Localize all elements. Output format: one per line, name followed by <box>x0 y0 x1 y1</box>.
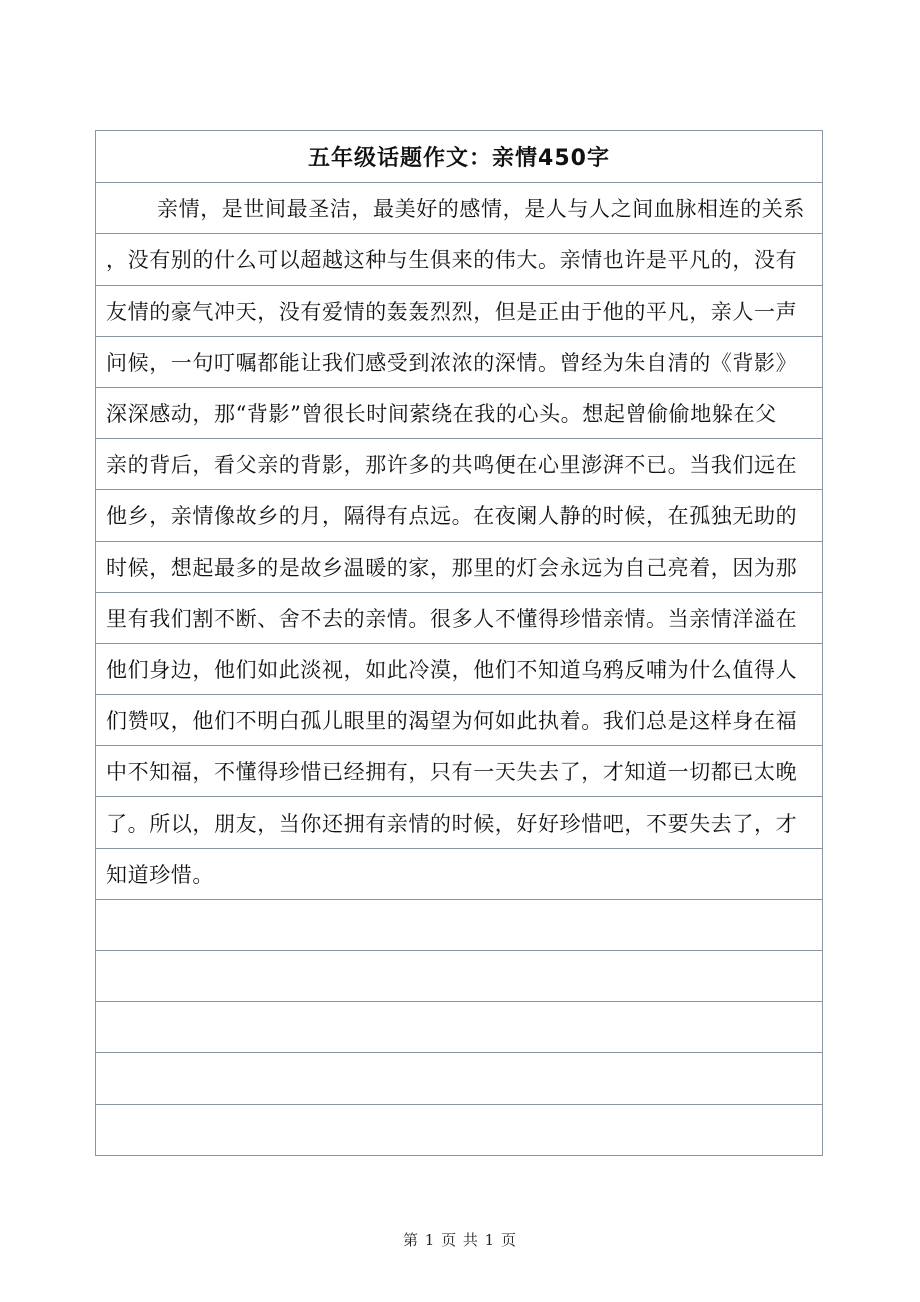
essay-title: 五年级话题作文：亲情450字 <box>308 146 610 172</box>
empty-line <box>96 899 822 950</box>
essay-line: 里有我们割不断、舍不去的亲情。很多人不懂得珍惜亲情。当亲情洋溢在 <box>96 592 822 643</box>
composition-grid <box>95 130 823 1156</box>
empty-line <box>96 1001 822 1052</box>
essay-line: 时候，想起最多的是故乡温暖的家，那里的灯会永远为自己亮着，因为那 <box>96 541 822 592</box>
essay-line: 他乡，亲情像故乡的月，隔得有点远。在夜阑人静的时候，在孤独无助的 <box>96 489 822 540</box>
essay-line: 深深感动，那“背影”曾很长时间萦绕在我的心头。想起曾偷偷地躲在父 <box>96 387 822 438</box>
essay-line: 知道珍惜。 <box>96 848 822 899</box>
essay-line: 亲情，是世间最圣洁，最美好的感情，是人与人之间血脉相连的关系 <box>96 182 822 233</box>
empty-line <box>96 1104 822 1155</box>
essay-line: 了。所以，朋友，当你还拥有亲情的时候，好好珍惜吧，不要失去了，才 <box>96 796 822 847</box>
essay-line: 友情的豪气冲天，没有爱情的轰轰烈烈，但是正由于他的平凡，亲人一声 <box>96 285 822 336</box>
essay-line: 他们身边，他们如此淡视，如此冷漠，他们不知道乌鸦反哺为什么值得人 <box>96 643 822 694</box>
essay-line: 们赞叹，他们不明白孤儿眼里的渴望为何如此执着。我们总是这样身在福 <box>96 694 822 745</box>
essay-line: 中不知福，不懂得珍惜已经拥有，只有一天失去了，才知道一切都已太晚 <box>96 745 822 796</box>
essay-line: 亲的背后，看父亲的背影，那许多的共鸣便在心里澎湃不已。当我们远在 <box>96 438 822 489</box>
essay-line: ，没有别的什么可以超越这种与生俱来的伟大。亲情也许是平凡的，没有 <box>96 233 822 284</box>
empty-line <box>96 950 822 1001</box>
page-number: 第 1 页 共 1 页 <box>403 1231 517 1249</box>
empty-line <box>96 1052 822 1103</box>
essay-line: 问候，一句叮嘱都能让我们感受到浓浓的深情。曾经为朱自清的《背影》 <box>96 336 822 387</box>
